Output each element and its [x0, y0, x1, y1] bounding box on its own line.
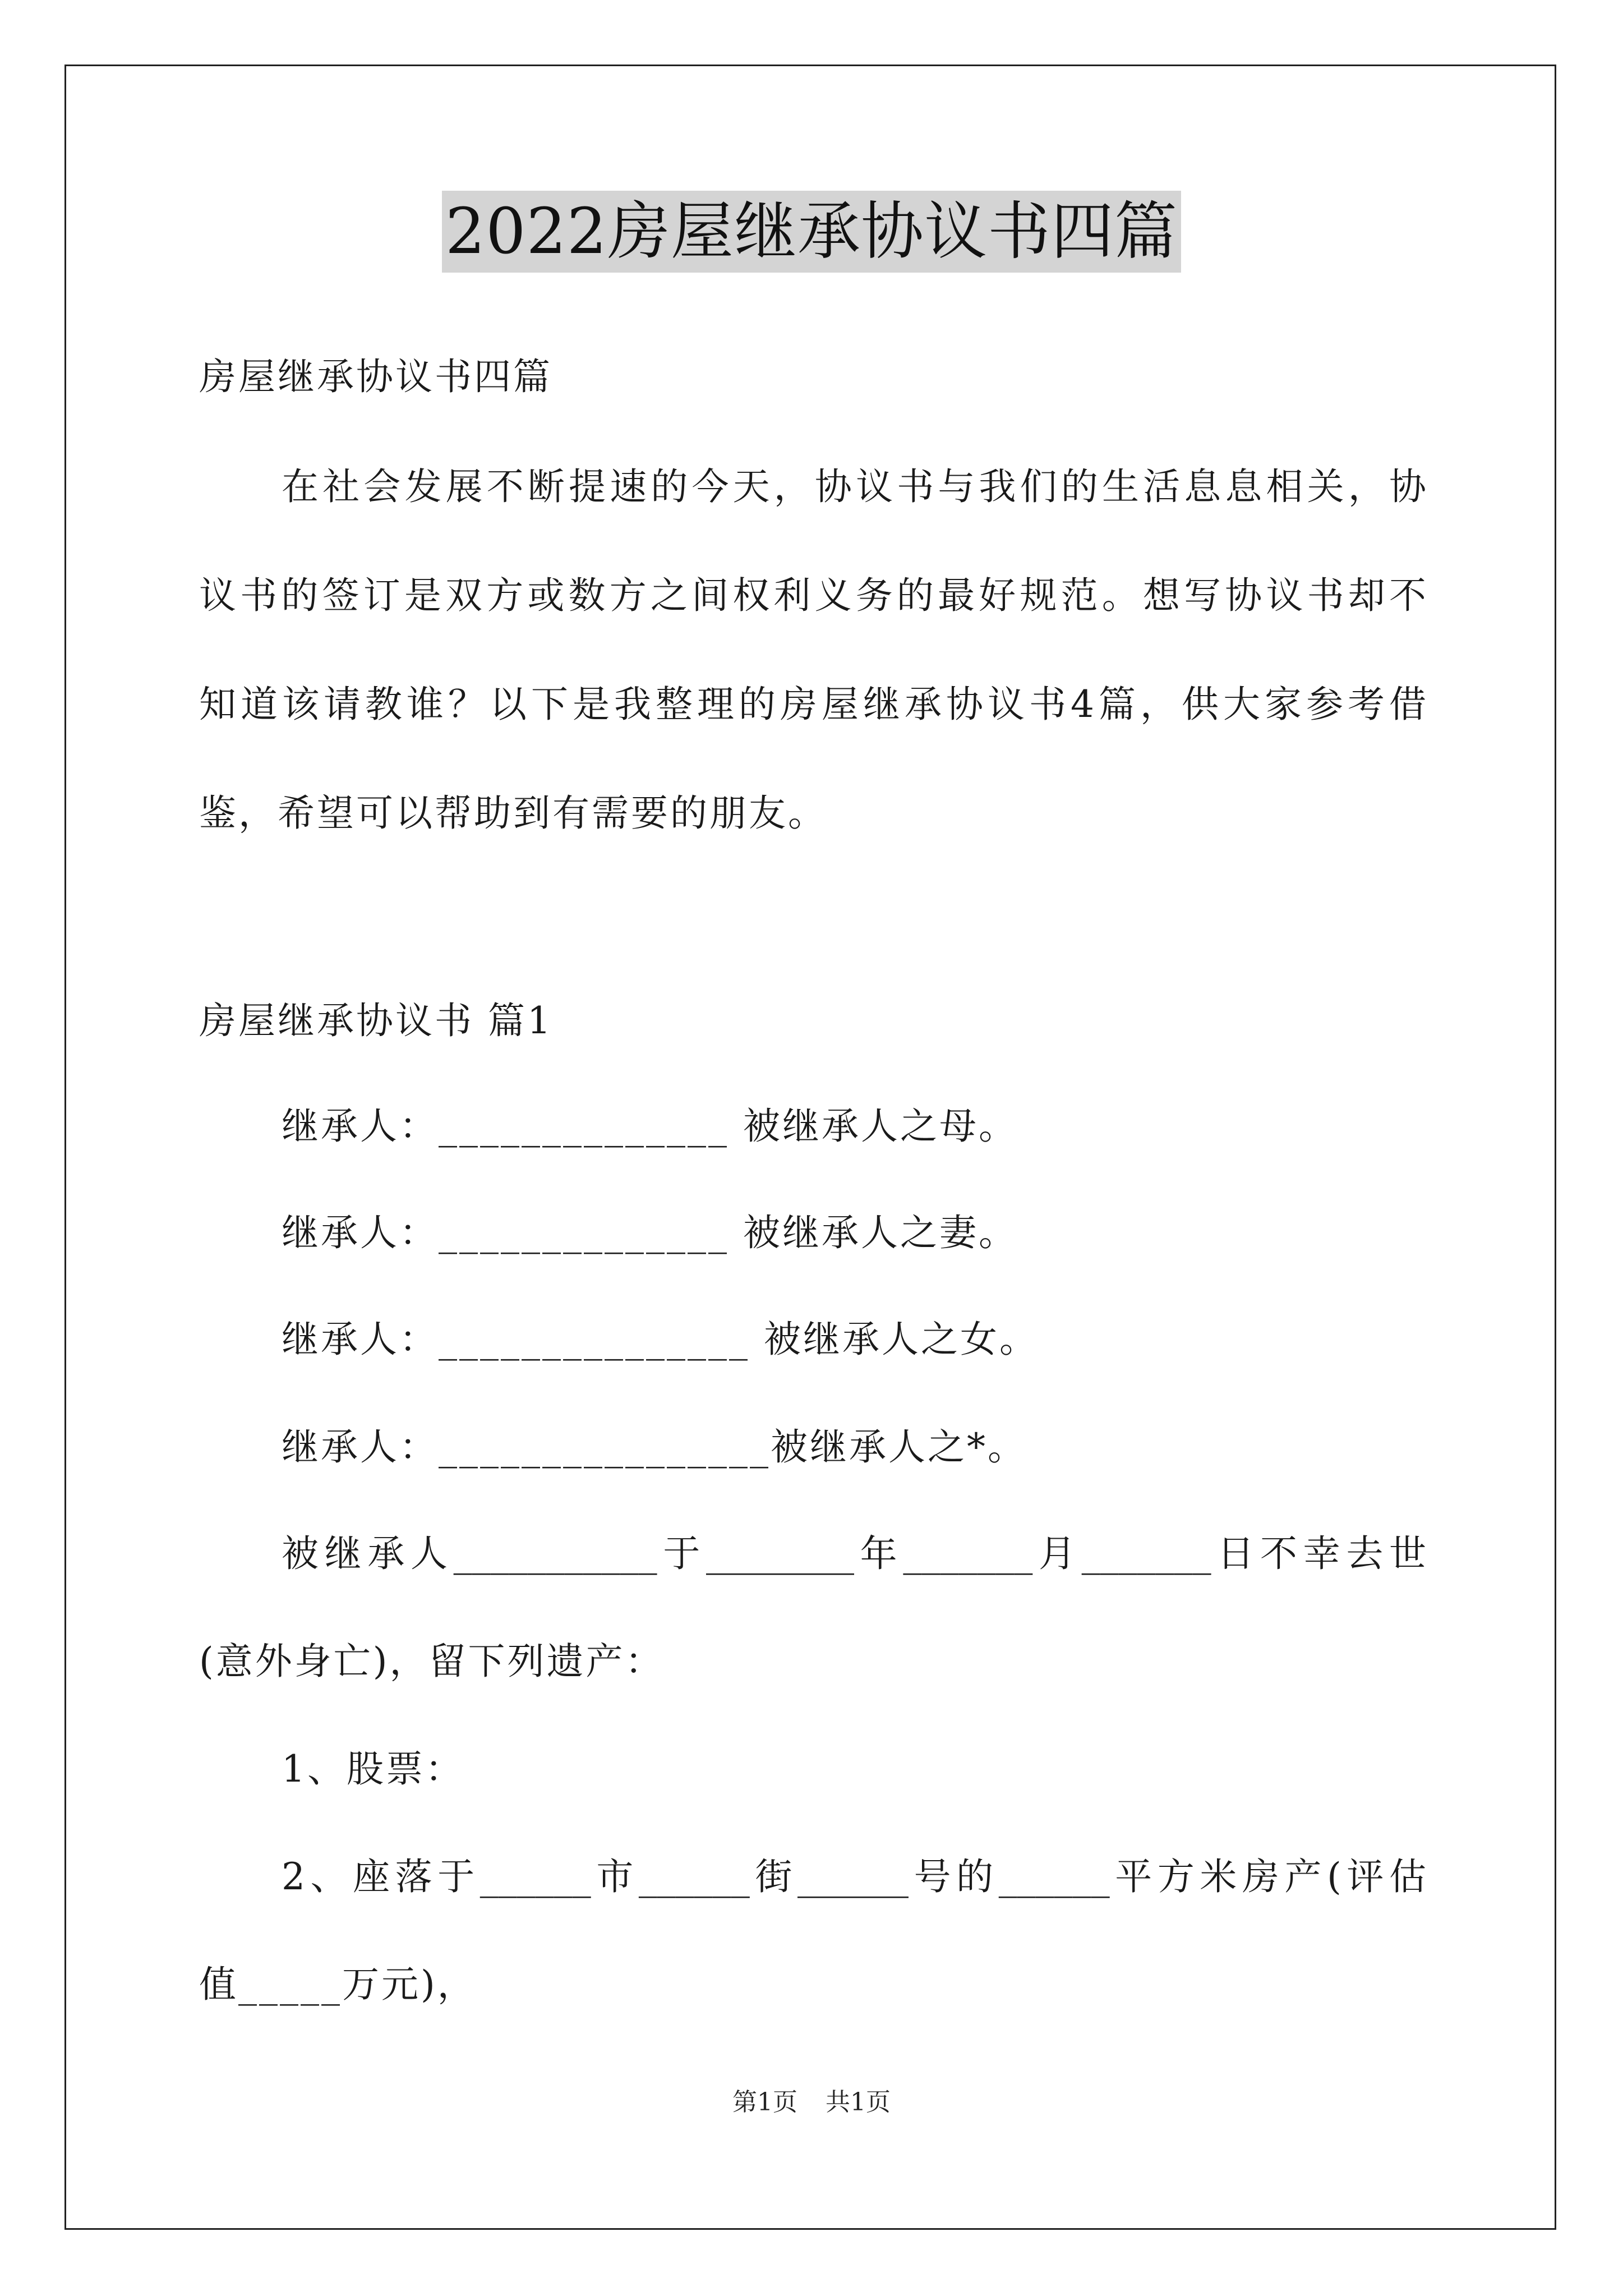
document-title: 2022房屋继承协议书四篇 [442, 191, 1181, 273]
estate-item-1: 1、股票： [282, 1747, 464, 1791]
document-title-wrapper [0, 191, 1623, 273]
heir-line-1: 继承人：______________ 被继承人之母。 [282, 1105, 1018, 1148]
page-number: 第1页 [732, 2088, 797, 2116]
subtitle: 房屋继承协议书四篇 [199, 355, 552, 398]
page-footer [0, 2086, 1623, 2119]
page-total: 共1页 [826, 2088, 891, 2116]
death-line-2: (意外身亡)，留下列遗产： [199, 1640, 665, 1683]
intro-line-4: 鉴，希望可以帮助到有需要的朋友。 [199, 792, 827, 835]
intro-line-3: 知道该请教谁？以下是我整理的房屋继承协议书4篇，供大家参考借 [199, 683, 1426, 726]
estate-item-2-line-1: 2、座落于______市______街______号的______平方米房产(评估 [282, 1855, 1426, 1898]
estate-item-2-line-2: 值_____万元)， [199, 1963, 477, 2006]
section-heading: 房屋继承协议书 篇1 [199, 999, 553, 1042]
heir-line-3: 继承人：_______________ 被继承人之女。 [282, 1318, 1039, 1361]
intro-line-2: 议书的签订是双方或数方之间权利义务的最好规范。想写协议书却不 [199, 574, 1426, 617]
heir-line-2: 继承人：______________ 被继承人之妻。 [282, 1211, 1018, 1254]
intro-line-1: 在社会发展不断提速的今天，协议书与我们的生活息息相关，协 [282, 465, 1426, 508]
death-line-1: 被继承人___________于________年_______月_______日不幸去世 [282, 1532, 1426, 1575]
heir-line-4: 继承人：________________被继承人之*。 [282, 1425, 1027, 1469]
